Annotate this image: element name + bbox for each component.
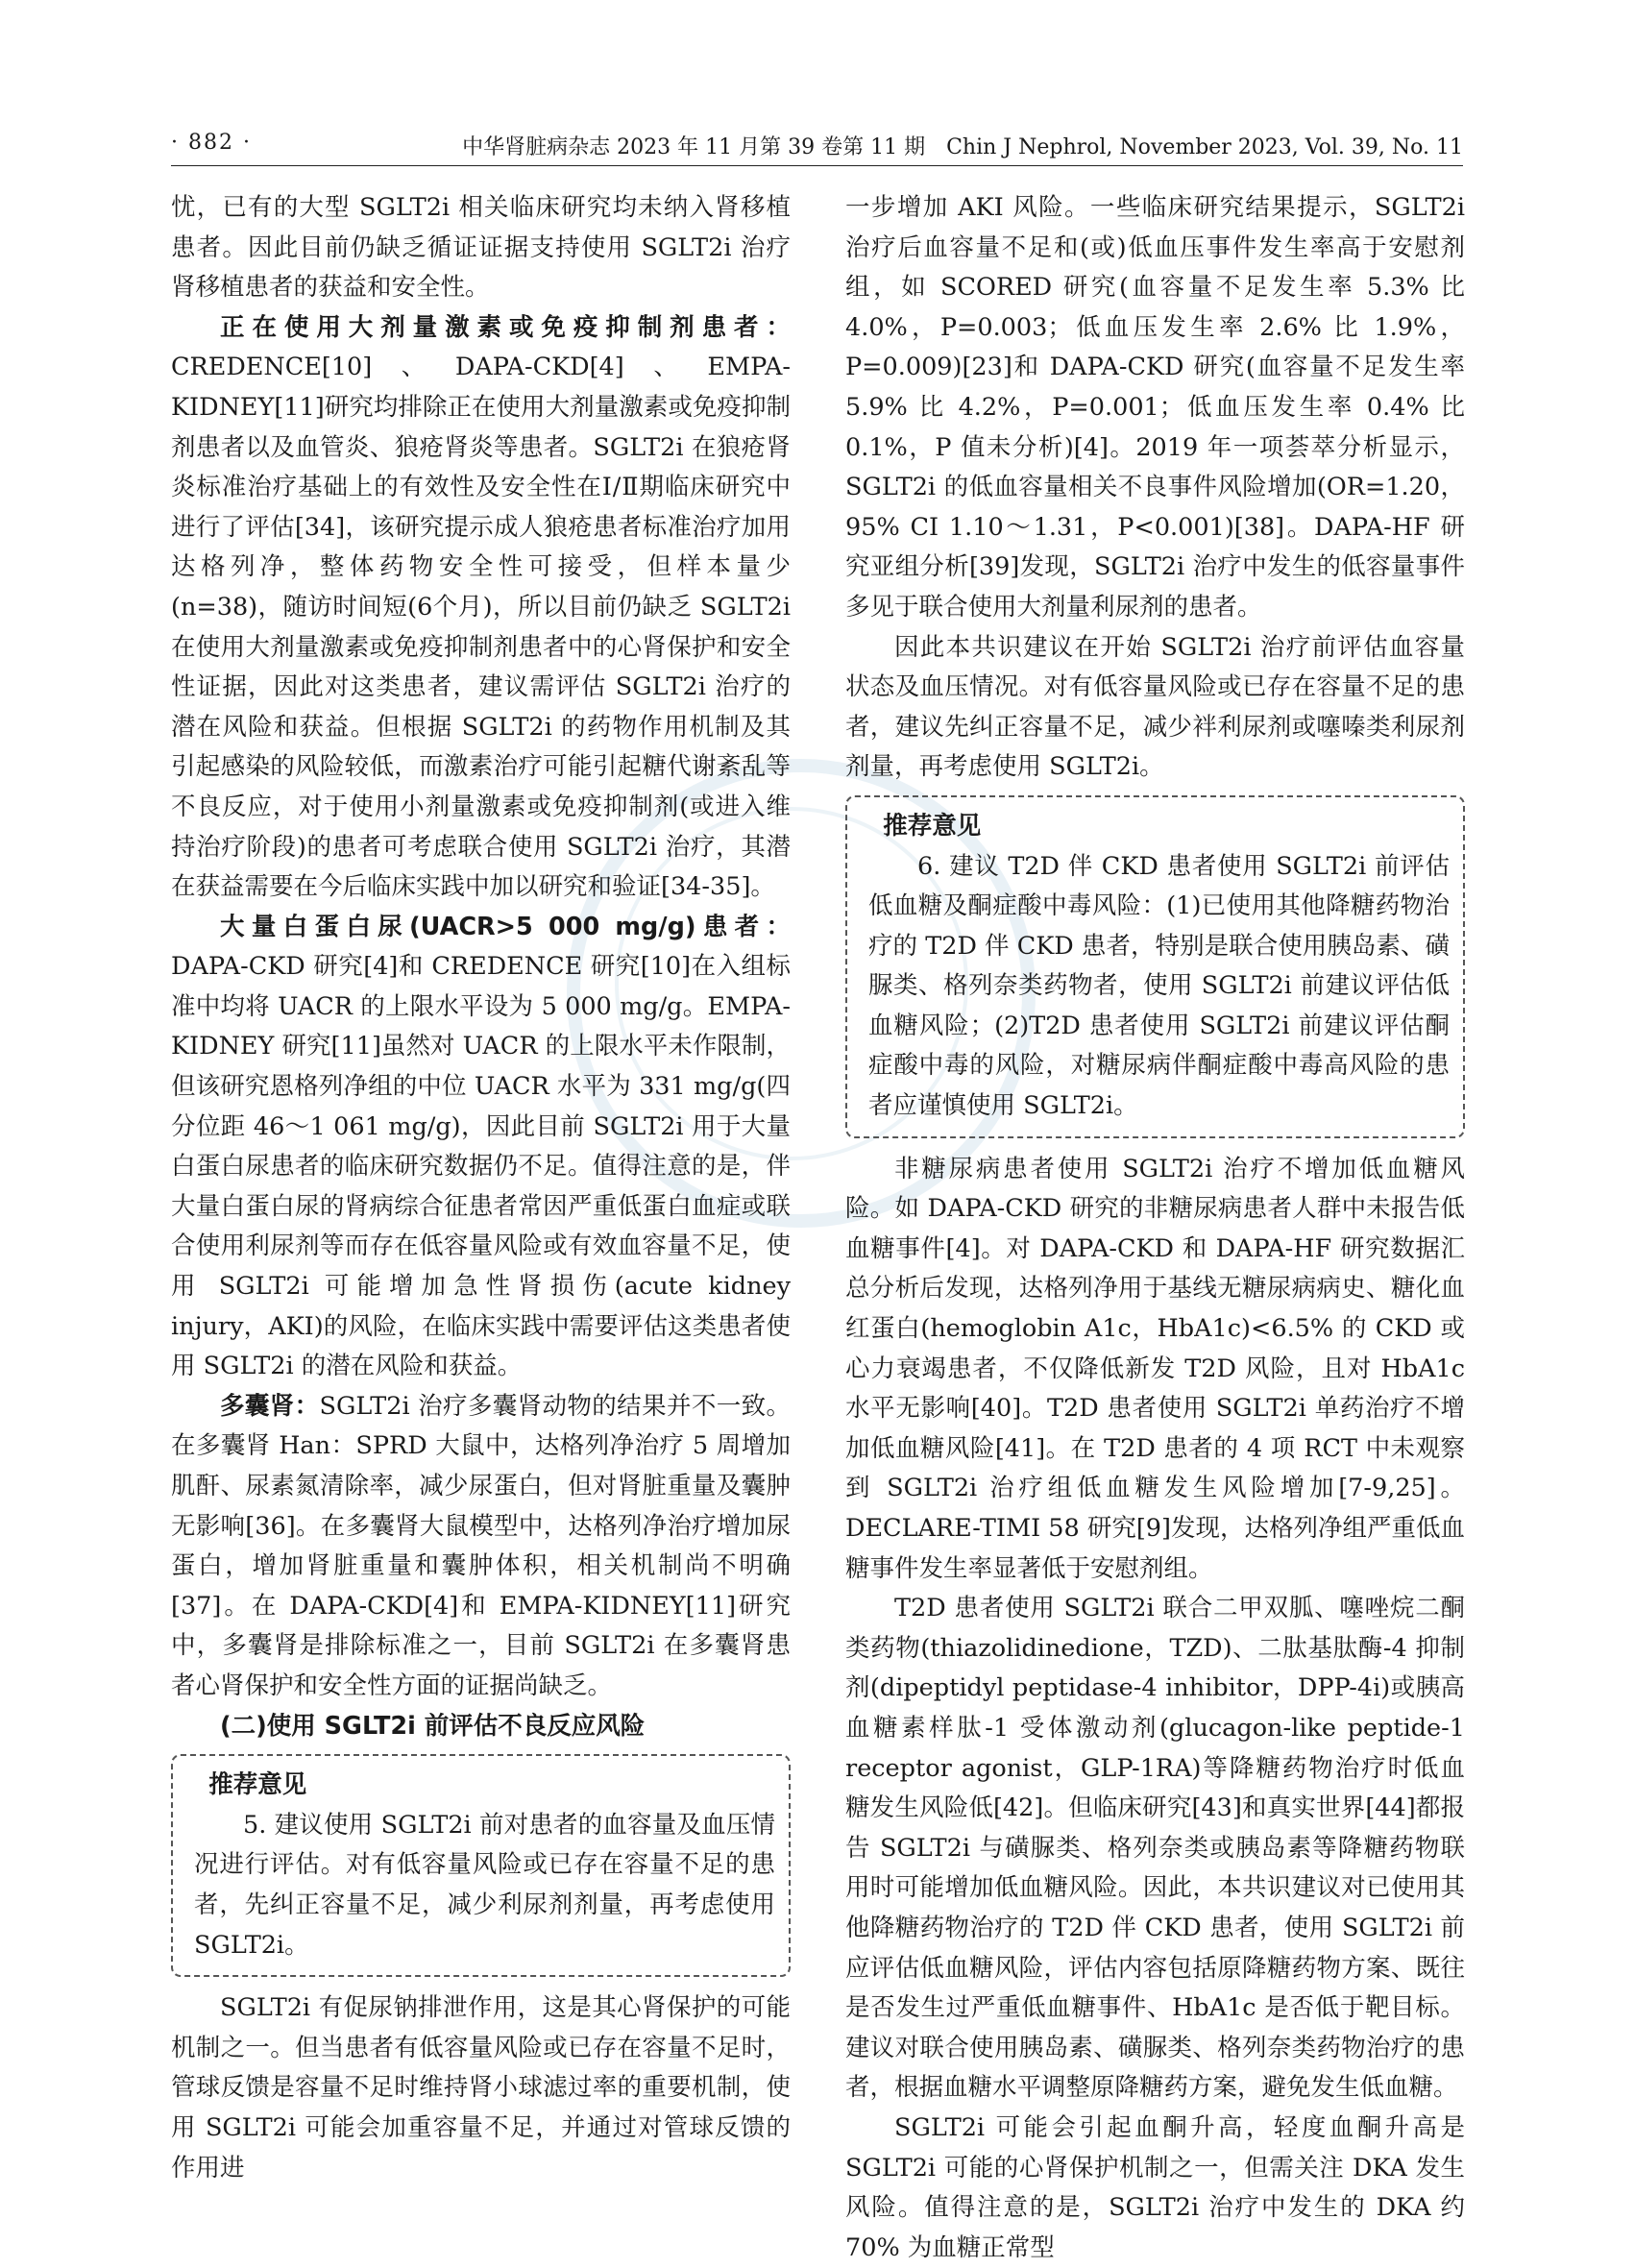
paragraph (171, 1387, 791, 1707)
recommendation-box (171, 1754, 791, 1977)
recommendation-title: 推荐意见 (883, 811, 982, 841)
paragraph (171, 908, 791, 1387)
journal-citation: 中华肾脏病杂志 2023 年 11 月第 39 卷第 11 期 Chin J Nephrol, November 2023, Vol. 39, No. 11 (462, 135, 1463, 159)
paragraph-lead: 大量白蛋白尿(UACR>5 000 mg/g)患者： (220, 912, 791, 941)
paragraph: 因此本共识建议在开始 SGLT2i 治疗前评估血容量状态及血压情况。对有低容量风险或已存在容量不足的患者，建议先纠正容量不足，减少袢利尿剂或噻嗪类利尿剂剂量，再考虑使用 SGLT2i。 (845, 632, 1465, 782)
paragraph-lead: 正在使用大剂量激素或免疫抑制剂患者： (220, 312, 791, 342)
left-column (171, 188, 791, 2188)
paragraph-text: SGLT2i 治疗多囊肾动物的结果并不一致。在多囊肾 Han：SPRD 大鼠中，达格列净治疗 5 周增加肌酐、尿素氮清除率，减少尿蛋白，但对肾脏重量及囊肿无影响[36]。在多囊肾大鼠模型中，达格列净治疗增加尿蛋白，增加肾脏重量和囊肿体积，相关机制尚不明确[37]。在 DAPA-CKD[4]和 EMPA-KIDNEY[11]研究中，多囊肾是排除标准之一，目前 SGLT2i 在多囊肾患者心肾保护和安全性方面的证据尚缺乏。 (171, 1391, 791, 1700)
recommendation-title: 推荐意见 (208, 1770, 307, 1800)
paragraph: SGLT2i 有促尿钠排泄作用，这是其心肾保护的可能机制之一。但当患者有低容量风险或已存在容量不足时，管球反馈是容量不足时维持肾小球滤过率的重要机制，使用 SGLT2i 可能会加重容量不足，并通过对管球反馈的作用进 (171, 1993, 791, 2183)
paragraph: SGLT2i 可能会引起血酮升高，轻度血酮升高是 SGLT2i 可能的心肾保护机制之一，但需关注 DKA 发生风险。值得注意的是，SGLT2i 治疗中发生的 DKA 约 70% 为血糖正常型 (845, 2112, 1465, 2262)
right-column (845, 188, 1465, 2268)
paragraph: T2D 患者使用 SGLT2i 联合二甲双胍、噻唑烷二酮类药物(thiazolidinedione，TZD)、二肽基肽酶-4 抑制剂(dipeptidyl peptidase-4 inhibitor，DPP-4i)或胰高血糖素样肽-1 受体激动剂(glucagon-like peptide-1 receptor agonist，GLP-1RA)等降糖药物治疗时低血糖发生风险低[42]。但临床研究[43]和真实世界[44]都报告 SGLT2i 与磺脲类、格列奈类或胰岛素等降糖药物联用时可能增加低血糖风险。因此，本共识建议对已使用其他降糖药物治疗的 T2D 伴 CKD 患者，使用 SGLT2i 前应评估低血糖风险，评估内容包括原降糖药物方案、既往是否发生过严重低血糖事件、HbA1c 是否低于靶目标。建议对联合使用胰岛素、磺脲类、格列奈类药物治疗的患者，根据血糖水平调整原降糖药方案，避免发生低血糖。 (845, 1594, 1465, 2103)
paragraph: 非糖尿病患者使用 SGLT2i 治疗不增加低血糖风险。如 DAPA-CKD 研究的非糖尿病患者人群中未报告低血糖事件[4]。对 DAPA-CKD 和 DAPA-HF 研究数据汇总分析后发现，达格列净用于基线无糖尿病病史、糖化血红蛋白(hemoglobin A1c，HbA1c)<6.5% 的 CKD 或心力衰竭患者，不仅降低新发 T2D 风险，且对 HbA1c 水平无影响[40]。T2D 患者使用 SGLT2i 单药治疗不增加低血糖风险[41]。在 T2D 患者的 4 项 RCT 中未观察到 SGLT2i 治疗组低血糖发生风险增加[7-9,25]。DECLARE-TIMI 58 研究[9]发现，达格列净组严重低血糖事件发生率显著低于安慰剂组。 (845, 1154, 1465, 1583)
recommendation-text: 6. 建议 T2D 伴 CKD 患者使用 SGLT2i 前评估低血糖及酮症酸中毒风险：(1)已使用其他降糖药物治疗的 T2D 伴 CKD 患者，特别是联合使用胰岛素、磺脲类、格列奈类药物者，使用 SGLT2i 前建议评估低血糖风险；(2)T2D 患者使用 SGLT2i 前建议评估酮症酸中毒的风险，对糖尿病伴酮症酸中毒高风险的患者应谨慎使用 SGLT2i。 (868, 851, 1450, 1121)
page-number: · 882 · (171, 131, 252, 155)
paragraph: 一步增加 AKI 风险。一些临床研究结果提示，SGLT2i 治疗后血容量不足和(或)低血压事件发生率高于安慰剂组，如 SCORED 研究(血容量不足发生率 5.3% 比 4.0%，P=0.003；低血压发生率 2.6% 比 1.9%，P=0.009)[23]和 DAPA-CKD 研究(血容量不足发生率 5.9% 比 4.2%，P=0.001；低血压发生率 0.4% 比 0.1%，P 值未分析)[4]。2019 年一项荟萃分析显示，SGLT2i 的低血容量相关不良事件风险增加(OR=1.20，95% CI 1.10～1.31，P<0.001)[38]。DAPA-HF 研究亚组分析[39]发现，SGLT2i 治疗中发生的低容量事件多见于联合使用大剂量利尿剂的患者。 (845, 193, 1465, 622)
paragraph-text: CREDENCE[10]、DAPA-CKD[4]、EMPA-KIDNEY[11]研究均排除正在使用大剂量激素或免疫抑制剂患者以及血管炎、狼疮肾炎等患者。SGLT2i 在狼疮肾炎标准治疗基础上的有效性及安全性在Ⅰ/Ⅱ期临床研究中进行了评估[34]，该研究提示成人狼疮患者标准治疗加用达格列净，整体药物安全性可接受，但样本量少(n=38)，随访时间短(6个月)，所以目前仍缺乏 SGLT2i 在使用大剂量激素或免疫抑制剂患者中的心肾保护和安全性证据，因此对这类患者，建议需评估 SGLT2i 治疗的潜在风险和获益。但根据 SGLT2i 的药物作用机制及其引起感染的风险较低，而激素治疗可能引起糖代谢紊乱等不良反应，对于使用小剂量激素或免疫抑制剂(或进入维持治疗阶段)的患者可考虑联合使用 SGLT2i 治疗，其潜在获益需要在今后临床实践中加以研究和验证[34-35]。 (171, 353, 791, 902)
paragraph-lead: 多囊肾： (220, 1391, 320, 1421)
paragraph: 忧，已有的大型 SGLT2i 相关临床研究均未纳入肾移植患者。因此目前仍缺乏循证证据支持使用 SGLT2i 治疗肾移植患者的获益和安全性。 (171, 193, 791, 303)
section-heading: (二)使用 SGLT2i 前评估不良反应风险 (220, 1711, 646, 1741)
paragraph (171, 308, 791, 908)
recommendation-box (845, 795, 1465, 1138)
recommendation-text: 5. 建议使用 SGLT2i 前对患者的血容量及血压情况进行评估。对有低容量风险或已存在容量不足的患者，先纠正容量不足，减少利尿剂剂量，再考虑使用 SGLT2i。 (194, 1810, 775, 1960)
running-header (171, 123, 1463, 166)
paragraph-text: DAPA-CKD 研究[4]和 CREDENCE 研究[10]在入组标准中均将 UACR 的上限水平设为 5 000 mg/g。EMPA-KIDNEY 研究[11]虽然对 UACR 的上限水平未作限制，但该研究恩格列净组的中位 UACR 水平为 331 mg/g(四分位距 46～1 061 mg/g)，因此目前 SGLT2i 用于大量白蛋白尿患者的临床研究数据仍不足。值得注意的是，伴大量白蛋白尿的肾病综合征患者常因严重低蛋白血症或联合使用利尿剂等而存在低容量风险或有效血容量不足，使用 SGLT2i 可能增加急性肾损伤(acute kidney injury，AKI)的风险，在临床实践中需要评估这类患者使用 SGLT2i 的潜在风险和获益。 (171, 952, 791, 1381)
